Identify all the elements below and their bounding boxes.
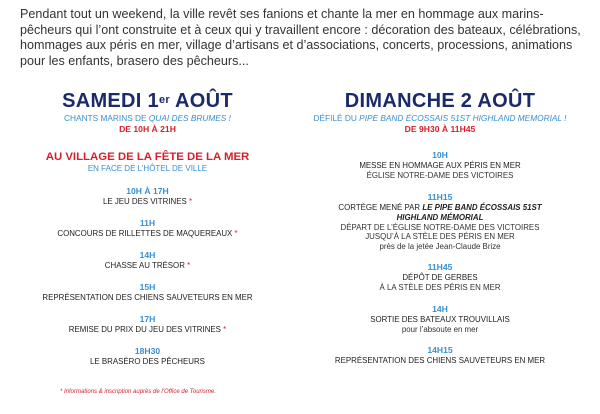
venue-title: AU VILLAGE DE LA FÊTE DE LA MER (45, 151, 250, 163)
event-rillettes (20, 218, 275, 239)
saturday-heading: SAMEDI 1er AOÛT (62, 90, 233, 112)
saturday-hours: DE 10H À 21H (119, 124, 176, 134)
event-name: DÉPÔT DE GERBES (402, 273, 478, 282)
event-messe (300, 150, 580, 181)
event-name: CORTÈGE MENÉ PAR LE PIPE BAND ÉCOSSAIS 51ST HIGHLAND MÉMORIAL (338, 202, 542, 222)
event-time: 14H (139, 250, 156, 260)
event-time: 14H (432, 303, 448, 314)
event-depot-gerbes (300, 262, 580, 293)
event-detail: pour l’absoute en mer (401, 324, 479, 334)
event-name: LE JEU DES VITRINES * (102, 197, 193, 206)
event-name: LE BRASÉRO DES PÊCHEURS (90, 357, 205, 366)
event-time: 11H15 (427, 191, 453, 202)
event-time: 17H (139, 314, 156, 324)
event-brasero (20, 346, 275, 367)
event-chiens-sauveteurs (20, 282, 275, 303)
event-name: REPRÉSENTATION DES CHIENS SAUVETEURS EN MER (42, 293, 253, 302)
event-detail-3: près de la jetée Jean-Claude Brize (379, 241, 501, 251)
event-name: CHASSE AU TRÉSOR * (104, 261, 191, 270)
sunday-heading: DIMANCHE 2 AOÛT (344, 90, 536, 112)
saturday-column (20, 90, 275, 367)
event-jeu-vitrines (20, 186, 275, 207)
event-time: 18H30 (134, 346, 161, 356)
event-time: 10H (432, 150, 448, 160)
event-chiens-sauveteurs-dimanche (300, 345, 580, 366)
event-chasse-tresor (20, 250, 275, 271)
event-detail: À LA STÈLE DES PÉRIS EN MER (379, 283, 501, 292)
sunday-subtitle: DÉFILÉ DU PIPE BAND ÉCOSSAIS 51ST HIGHLAND MEMORIAL ! (313, 113, 567, 123)
event-name: MESSE EN HOMMAGE AUX PÉRIS EN MER (359, 161, 521, 170)
event-detail-2: JUSQU’À LA STÈLE DES PÉRIS EN MER (365, 232, 515, 241)
event-name: REPRÉSENTATION DES CHIENS SAUVETEURS EN MER (334, 356, 546, 365)
event-time: 11H45 (427, 262, 453, 272)
event-time: 14H15 (427, 345, 453, 355)
sunday-hours: DE 9H30 À 11H45 (404, 124, 476, 134)
event-time: 15H (139, 282, 156, 292)
event-detail: ÉGLISE NOTRE-DAME DES VICTOIRES (366, 171, 514, 180)
event-cortege (300, 192, 580, 252)
event-remise-prix (20, 314, 275, 335)
intro-paragraph: Pendant tout un weekend, la ville revêt ses fanions et chante la mer en hommage aux marins-pêcheurs qui l’ont construite et à ceux qui y travaillent encore : décoration des bateaux, célébrations, hommages aux péris en mer, village d’artisans et d’associations, concerts, processions, animations pour les enfants, brasero des pêcheurs... (20, 7, 581, 68)
event-name: REMISE DU PRIX DU JEU DES VITRINES * (68, 325, 227, 334)
saturday-subtitle: CHANTS MARINS DE QUAI DES BRUMES ! (64, 113, 231, 123)
event-time: 10H À 17H (126, 186, 169, 196)
event-time: 11H (139, 218, 156, 228)
event-name: CONCOURS DE RILLETTES DE MAQUEREAUX * (57, 229, 238, 238)
venue-subtitle: EN FACE DE L’HÔTEL DE VILLE (87, 164, 208, 173)
event-name: SORTIE DES BATEAUX TROUVILLAIS (370, 314, 510, 324)
footnote: * Informations & inscription auprès de l’Office de Tourisme. (60, 389, 216, 395)
event-sortie-bateaux (300, 304, 580, 335)
sunday-column (300, 90, 580, 366)
event-detail: DÉPART DE L’ÉGLISE NOTRE-DAME DES VICTOIRES (340, 222, 540, 232)
